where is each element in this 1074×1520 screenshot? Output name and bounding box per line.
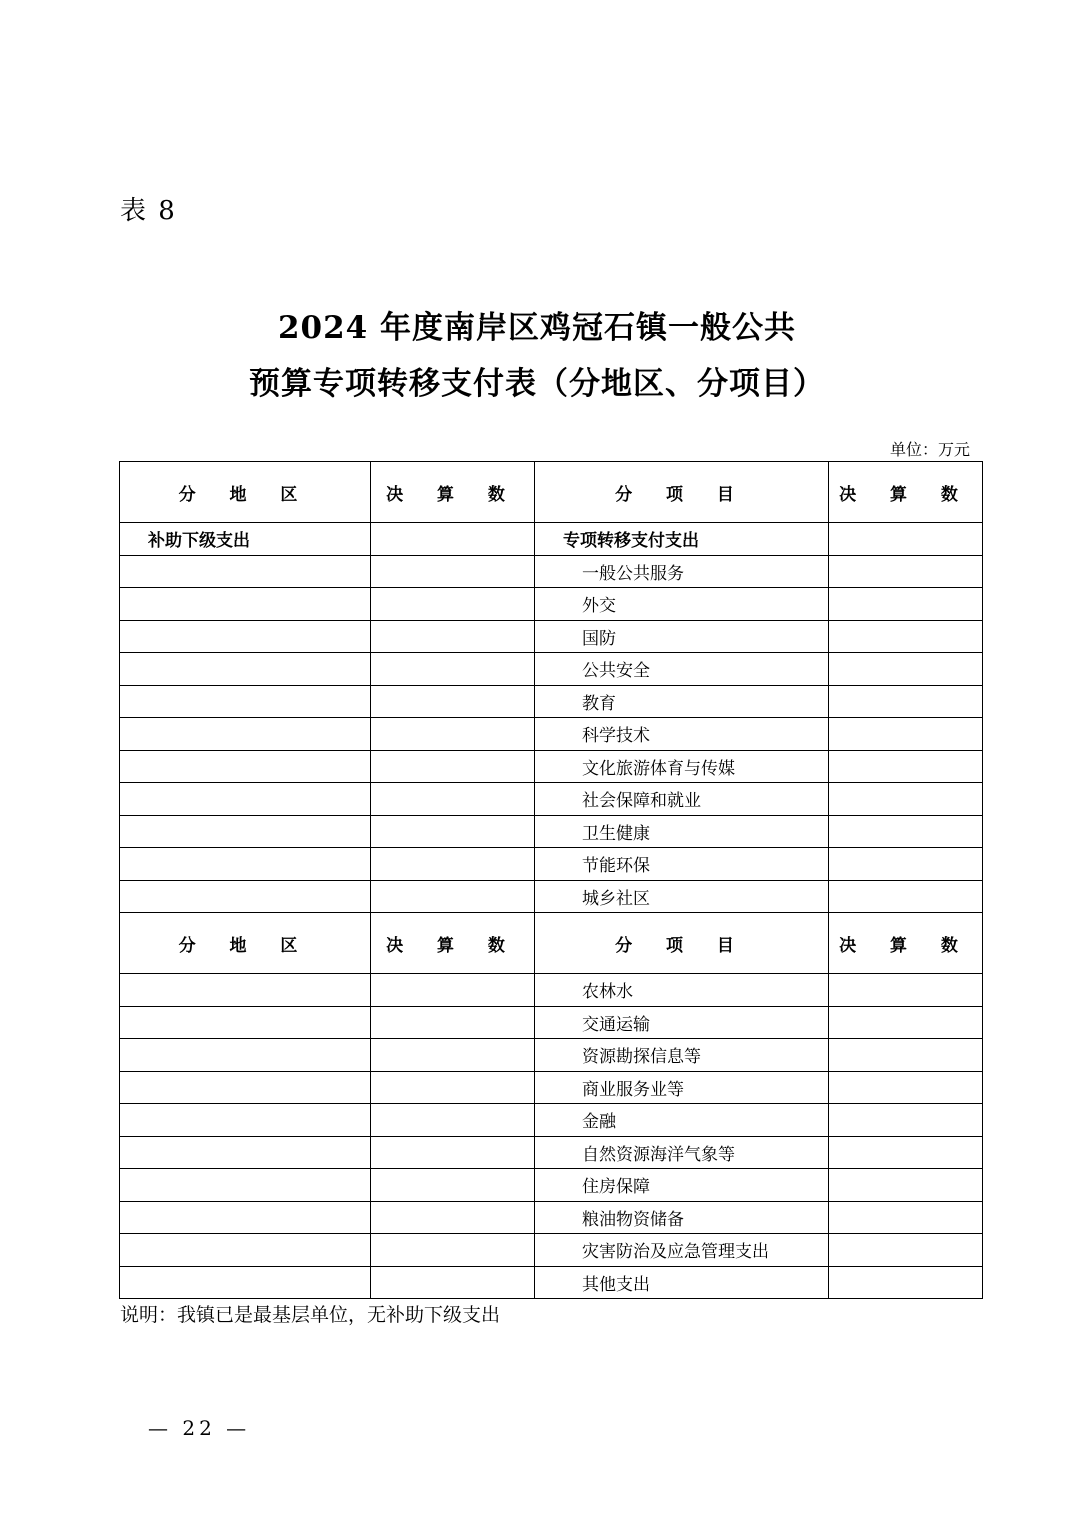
amount-cell: [829, 750, 983, 783]
item-cell: 教育: [535, 685, 829, 718]
amount-cell: [371, 1104, 535, 1137]
item-cell: 一般公共服务: [535, 555, 829, 588]
amount-cell: [829, 1169, 983, 1202]
table-row: [120, 1039, 983, 1072]
amount-cell: [371, 1136, 535, 1169]
amount-cell: [371, 1201, 535, 1234]
page-title-line-2: 预算专项转移支付表（分地区、分项目）: [249, 366, 825, 402]
table-row: [120, 1136, 983, 1169]
table-header-row: [120, 462, 983, 523]
table-row: [120, 815, 983, 848]
amount-cell: [829, 1104, 983, 1137]
region-section-cell: 补助下级支出: [120, 523, 371, 556]
region-cell: [120, 815, 371, 848]
region-cell: [120, 1266, 371, 1299]
amount-cell: [371, 1039, 535, 1072]
region-cell: [120, 974, 371, 1007]
table-row: [120, 685, 983, 718]
item-cell: 城乡社区: [535, 880, 829, 913]
table-row: [120, 1169, 983, 1202]
amount-cell: [371, 1006, 535, 1039]
budget-table: [119, 461, 983, 1299]
region-cell: [120, 1071, 371, 1104]
region-cell: [120, 1201, 371, 1234]
amount-cell: [829, 848, 983, 881]
amount-cell: [829, 588, 983, 621]
amount-cell: [829, 1266, 983, 1299]
note-text: 说明：我镇已是最基层单位，无补助下级支出: [120, 1304, 501, 1326]
table-row: [120, 1006, 983, 1039]
table-row: [120, 848, 983, 881]
amount-cell: [371, 588, 535, 621]
amount-cell: [829, 1006, 983, 1039]
table-row: [120, 880, 983, 913]
region-cell: [120, 1039, 371, 1072]
table-row: [120, 1071, 983, 1104]
item-cell: 外交: [535, 588, 829, 621]
amount-cell: [829, 1136, 983, 1169]
region-cell: [120, 848, 371, 881]
region-cell: [120, 1169, 371, 1202]
amount-cell: [371, 685, 535, 718]
header-region: 分 地 区: [120, 913, 371, 974]
region-cell: [120, 783, 371, 816]
header-amount-2: 决 算 数: [829, 462, 983, 523]
item-cell: 其他支出: [535, 1266, 829, 1299]
table-row: [120, 783, 983, 816]
table-row: [120, 750, 983, 783]
amount-cell: [371, 880, 535, 913]
amount-cell: [829, 523, 983, 556]
item-cell: 资源勘探信息等: [535, 1039, 829, 1072]
item-cell: 社会保障和就业: [535, 783, 829, 816]
header-amount: 决 算 数: [371, 462, 535, 523]
region-cell: [120, 685, 371, 718]
region-cell: [120, 1006, 371, 1039]
amount-cell: [829, 620, 983, 653]
item-cell: 住房保障: [535, 1169, 829, 1202]
amount-cell: [829, 1201, 983, 1234]
amount-cell: [829, 880, 983, 913]
amount-cell: [371, 815, 535, 848]
page-title-line-1: 2024 年度南岸区鸡冠石镇一般公共: [277, 310, 797, 346]
item-cell: 农林水: [535, 974, 829, 1007]
amount-cell: [371, 974, 535, 1007]
table-row: [120, 555, 983, 588]
amount-cell: [829, 815, 983, 848]
amount-cell: [829, 1071, 983, 1104]
amount-cell: [371, 783, 535, 816]
region-cell: [120, 1234, 371, 1267]
item-cell: 金融: [535, 1104, 829, 1137]
table-row: [120, 718, 983, 751]
item-cell: 自然资源海洋气象等: [535, 1136, 829, 1169]
region-cell: [120, 1136, 371, 1169]
amount-cell: [829, 1039, 983, 1072]
region-cell: [120, 653, 371, 686]
table-label: 表 8: [120, 196, 177, 226]
amount-cell: [829, 974, 983, 1007]
table-row: [120, 1104, 983, 1137]
region-cell: [120, 1104, 371, 1137]
amount-cell: [371, 620, 535, 653]
amount-cell: [829, 685, 983, 718]
amount-cell: [371, 523, 535, 556]
region-cell: [120, 588, 371, 621]
table-row: [120, 588, 983, 621]
amount-cell: [371, 653, 535, 686]
region-cell: [120, 880, 371, 913]
region-cell: [120, 718, 371, 751]
item-cell: 灾害防治及应急管理支出: [535, 1234, 829, 1267]
amount-cell: [371, 718, 535, 751]
table-row: [120, 1266, 983, 1299]
item-cell: 交通运输: [535, 1006, 829, 1039]
table-row: [120, 1234, 983, 1267]
header-amount: 决 算 数: [371, 913, 535, 974]
amount-cell: [371, 555, 535, 588]
amount-cell: [371, 1234, 535, 1267]
table-header-row-repeat: [120, 913, 983, 974]
item-cell: 节能环保: [535, 848, 829, 881]
amount-cell: [829, 653, 983, 686]
amount-cell: [829, 783, 983, 816]
amount-cell: [371, 1071, 535, 1104]
header-item: 分 项 目: [535, 913, 829, 974]
amount-cell: [371, 1169, 535, 1202]
region-cell: [120, 750, 371, 783]
item-cell: 国防: [535, 620, 829, 653]
amount-cell: [371, 750, 535, 783]
table-row: [120, 1201, 983, 1234]
table-row: [120, 620, 983, 653]
amount-cell: [371, 1266, 535, 1299]
unit-label: 单位：万元: [889, 440, 970, 459]
header-item: 分 项 目: [535, 462, 829, 523]
item-cell: 公共安全: [535, 653, 829, 686]
item-cell: 文化旅游体育与传媒: [535, 750, 829, 783]
table-row: [120, 974, 983, 1007]
amount-cell: [829, 555, 983, 588]
item-cell: 科学技术: [535, 718, 829, 751]
amount-cell: [829, 718, 983, 751]
region-cell: [120, 555, 371, 588]
amount-cell: [371, 848, 535, 881]
amount-cell: [829, 1234, 983, 1267]
header-amount-2: 决 算 数: [829, 913, 983, 974]
header-region: 分 地 区: [120, 462, 371, 523]
table-row: [120, 523, 983, 556]
table-row: [120, 653, 983, 686]
page-number: — 22 —: [148, 1416, 251, 1440]
item-section-cell: 专项转移支付支出: [535, 523, 829, 556]
item-cell: 卫生健康: [535, 815, 829, 848]
region-cell: [120, 620, 371, 653]
item-cell: 商业服务业等: [535, 1071, 829, 1104]
item-cell: 粮油物资储备: [535, 1201, 829, 1234]
